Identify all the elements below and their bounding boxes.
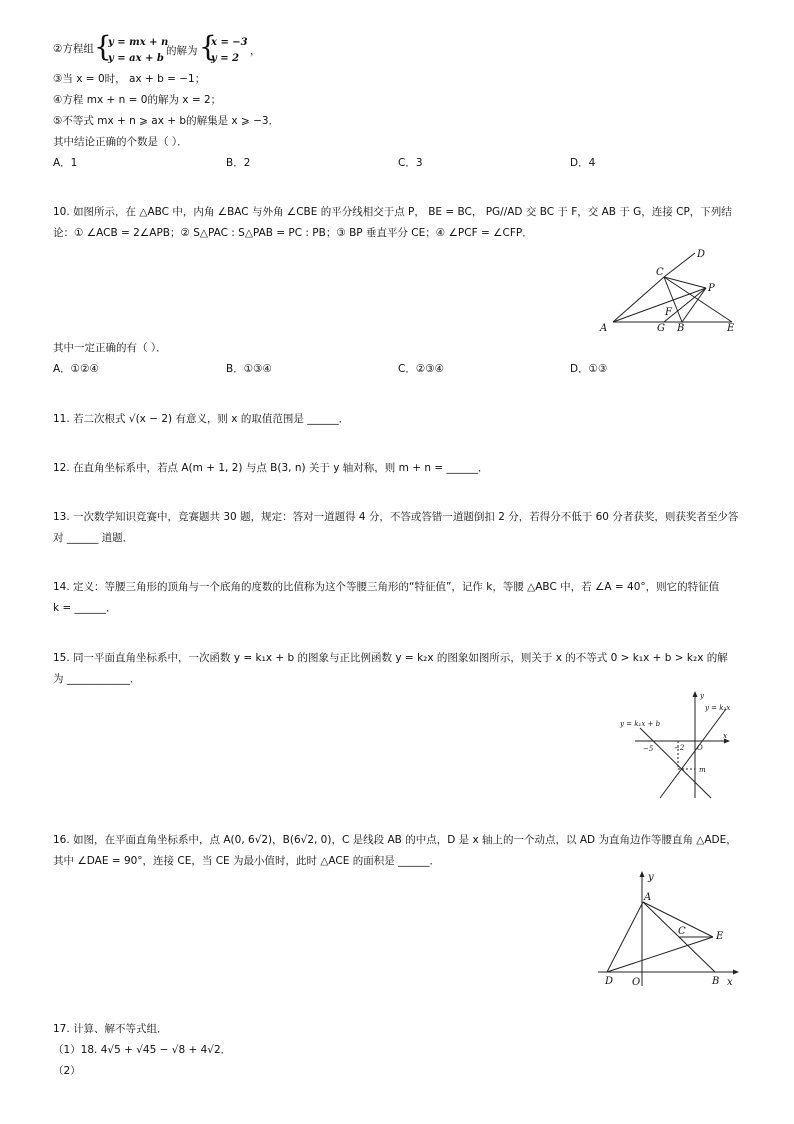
label-A: A [600,323,608,334]
label-B: B [712,976,720,987]
line-k2x [660,709,726,798]
q13-line2: 对 ______ 道题． [53,532,134,544]
q9-option-b[interactable]: B．2 [226,157,251,169]
label-line-k2: y = k₂x [705,704,731,712]
label-D: D [605,976,614,987]
y-arrow [640,871,645,877]
label-m: m [699,766,706,774]
q9-option-d[interactable]: D．4 [570,157,596,169]
q9-option-a[interactable]: A．1 [53,157,78,169]
brace-right: { [199,30,217,63]
line-AP [613,288,706,322]
label-E: E [727,323,735,334]
q9-s2-prefix: ②方程组 [53,43,94,55]
q15-figure [615,690,740,800]
y-arrow [693,691,698,697]
label-minus5: −5 [643,745,654,753]
q17-title: 17. 计算、解不等式组． [53,1023,168,1035]
system-end: ， [250,45,261,57]
q10-option-a[interactable]: A．①②④ [53,363,99,375]
q13-line1: 13. 一次数学知识竞赛中，竞赛题共 30 题，规定：答对一道题得 4 分，不答或答错一道题倒扣 2 分，若得分不低于 60 分者获奖，则获奖者至少答 [53,511,739,523]
q11: 11. 若二次根式 √(x − 2) 有意义，则 x 的取值范围是 ______． [53,413,350,425]
q15-line1: 15. 同一平面直角坐标系中，一次函数 y = k₁x + b 的图象与正比例函数 y = k₂x 的图象如图所示，则关于 x 的不等式 0 > k₁x + b > k₂x 的解 [53,652,728,664]
q10-figure [600,245,745,335]
q9-statement-2 [53,42,94,56]
q14-line2: k = ______． [53,602,117,614]
label-E: E [716,931,724,942]
q16-line1: 16. 如图，在平面直角坐标系中，点 A(0, 6√2)，B(6√2, 0)，C 是线段 AB 的中点，D 是 x 轴上的一个动点，以 AD 为直角边作等腰直角 △ADE， [53,834,737,846]
label-A: A [644,892,652,903]
label-G: G [657,323,665,334]
label-B: B [677,323,685,334]
label-O: O [697,744,703,752]
line-CP [664,277,706,288]
q9-statement-4: ④方程 mx + n = 0的解为 x = 2； [53,94,222,106]
q10-option-d[interactable]: D．①③ [570,363,608,375]
system-mid: 的解为 [166,45,198,57]
label-x: x [727,977,733,988]
q16-line2: 其中 ∠DAE = 90°，连接 CE，当 CE 为最小值时，此时 △ACE 的面积是 ______． [53,855,441,867]
label-D: D [697,249,706,260]
system-sol1: x = −3 [211,37,248,48]
line-CD [664,253,695,277]
system-eq2: y = ax + b [108,53,164,64]
brace-left: { [94,30,112,63]
label-P: P [708,283,715,294]
q9-statement-5: ⑤不等式 mx + n ⩾ ax + b的解集是 x ⩾ −3． [53,115,280,127]
q14-line1: 14. 定义：等腰三角形的顶角与一个底角的度数的比值称为这个等腰三角形的“特征值”，记作 k，等腰 △ABC 中，若 ∠A = 40°，则它的特征值 [53,581,720,593]
label-minus2: −2 [674,744,685,752]
x-arrow [733,970,739,975]
q9-option-c[interactable]: C．3 [398,157,423,169]
q17-part2: （2） [53,1065,81,1077]
label-O: O [632,977,641,988]
label-line-k1: y = k₁x + b [620,720,661,728]
q9-ask: 其中结论正确的个数是（ ）． [53,136,188,148]
label-F: F [665,307,672,318]
q10-line2: 论：① ∠ACB = 2∠APB；② S△PAC : S△PAB = PC : PB；③ BP 垂直平分 CE；④ ∠PCF = ∠CFP． [53,227,533,239]
system-eq1: y = mx + n [108,37,169,48]
q15-line2: 为 ____________． [53,673,141,685]
q9-statement-3: ③当 x = 0时， ax + b = −1； [53,73,206,85]
q10-option-b[interactable]: B．①③④ [226,363,272,375]
q12: 12. 在直角坐标系中，若点 A(m + 1, 2) 与点 B(3, n) 关于 y 轴对称，则 m + n = ______． [53,462,489,474]
line-AC [613,277,664,322]
q10-option-c[interactable]: C．②③④ [398,363,445,375]
line-k1x-b [640,728,711,798]
label-y: y [700,692,704,700]
label-y: y [648,872,654,883]
system-sol2: y = 2 [211,53,240,64]
q10-ask: 其中一定正确的有（ ）． [53,342,167,354]
q17-part1: （1）18. 4√5 + √45 − √8 + 4√2． [53,1044,232,1056]
q10-line1: 10. 如图所示，在 △ABC 中，内角 ∠BAC 与外角 ∠CBE 的平分线相交于点 P， BE = BC， PG//AD 交 BC 于 F，交 AB 于 G，连接 CP，下列结 [53,206,732,218]
label-C: C [656,267,664,278]
label-C: C [678,926,686,937]
label-x: x [723,732,727,740]
q16-figure [596,868,744,990]
